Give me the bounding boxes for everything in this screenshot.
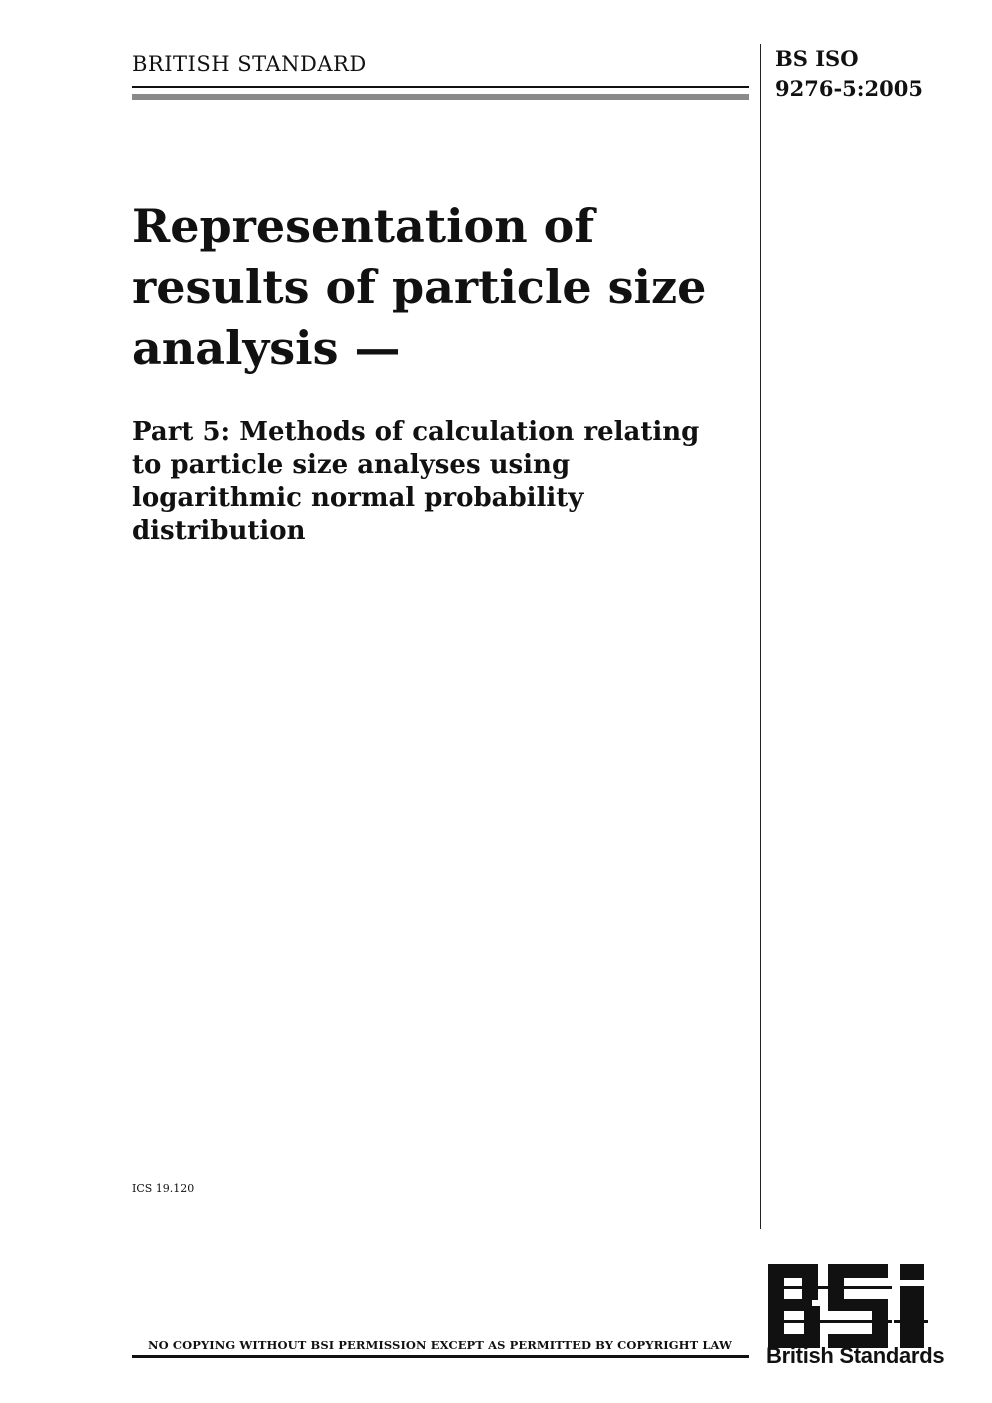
title-line: analysis — bbox=[132, 321, 401, 375]
standard-number-line1: BS ISO bbox=[775, 46, 859, 71]
title-line: Representation of bbox=[132, 199, 595, 253]
ics-code: ICS 19.120 bbox=[132, 1182, 195, 1195]
standard-type-label: BRITISH STANDARD bbox=[132, 52, 367, 76]
footer-rule bbox=[132, 1355, 749, 1358]
copyright-notice: NO COPYING WITHOUT BSI PERMISSION EXCEPT AS PERMITTED BY COPYRIGHT LAW bbox=[148, 1338, 733, 1352]
standard-number bbox=[775, 44, 923, 104]
subtitle-line: Part 5: Methods of calculation relating bbox=[132, 417, 700, 447]
document-title bbox=[132, 196, 752, 379]
document-subtitle bbox=[132, 416, 752, 548]
standard-number-line2: 9276-5:2005 bbox=[775, 76, 923, 101]
bsi-wordmark: British Standards bbox=[766, 1343, 945, 1368]
subtitle-line: distribution bbox=[132, 516, 306, 546]
header-rule-thick bbox=[132, 94, 749, 100]
title-line: results of particle size bbox=[132, 260, 707, 314]
column-divider bbox=[760, 44, 761, 1229]
subtitle-line: logarithmic normal probability bbox=[132, 483, 584, 513]
header-rule-thin bbox=[132, 86, 749, 88]
subtitle-line: to particle size analyses using bbox=[132, 450, 571, 480]
